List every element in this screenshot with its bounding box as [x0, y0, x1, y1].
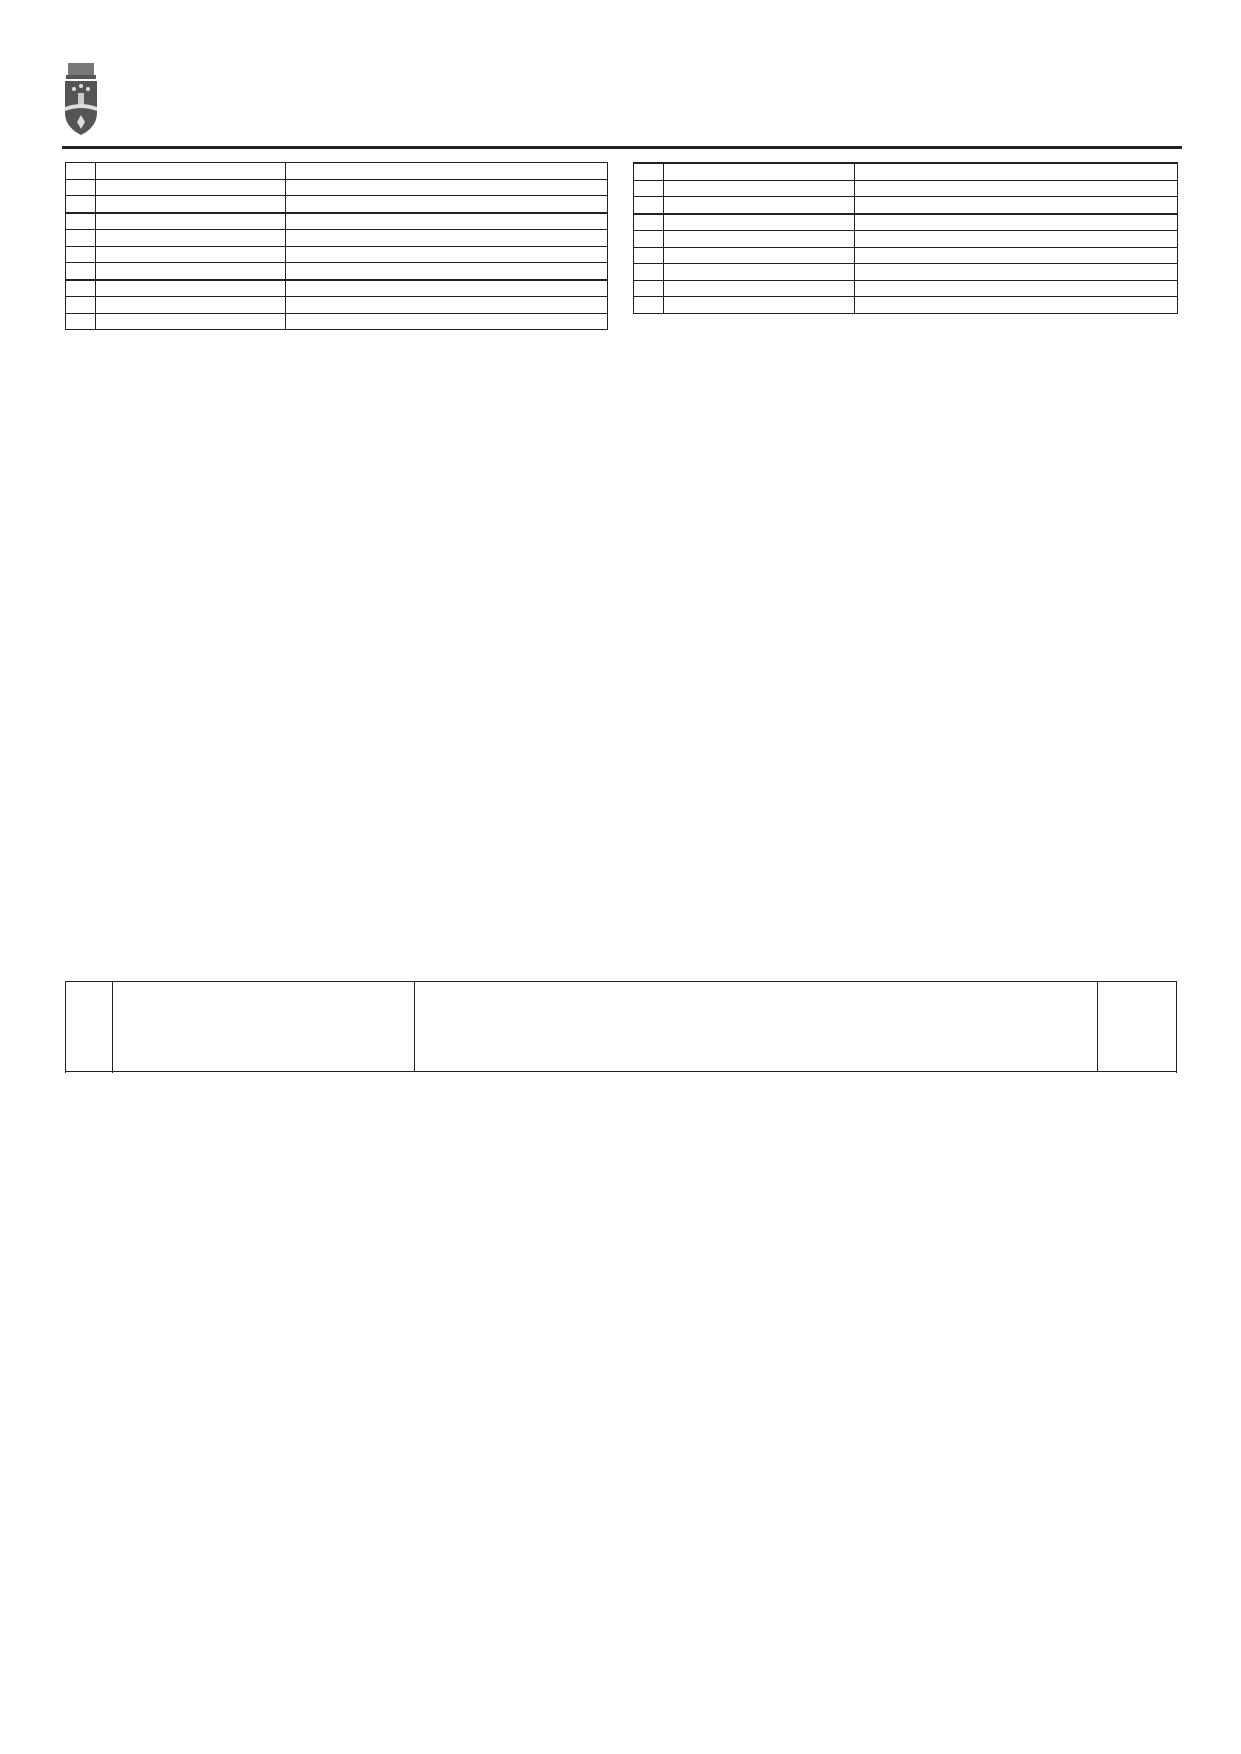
- passport-index-cell: [66, 263, 96, 280]
- passport-row: [634, 280, 1178, 297]
- passport-row: [634, 197, 1178, 214]
- passport-index-cell: [66, 163, 96, 180]
- passport-row: [634, 264, 1178, 281]
- passport-value-cell: [286, 213, 608, 230]
- passport-value-cell: [855, 180, 1178, 197]
- passport-label-cell: [96, 246, 286, 263]
- passport-value-cell: [286, 280, 608, 297]
- passport-value-cell: [286, 313, 608, 330]
- passport-row: [66, 163, 608, 180]
- passport-label-cell: [96, 213, 286, 230]
- passport-row: [66, 230, 608, 247]
- passport-value-cell: [286, 263, 608, 280]
- passport-value-cell: [855, 214, 1178, 231]
- passport-row: [66, 196, 608, 213]
- passport-label-cell: [664, 280, 855, 297]
- header-targets: [1098, 982, 1177, 1072]
- passport-value-cell: [286, 230, 608, 247]
- passport-label-cell: [664, 231, 855, 248]
- passport-label-cell: [664, 197, 855, 214]
- passport-row: [66, 280, 608, 297]
- passport-index-cell: [634, 197, 664, 214]
- header-volumes: [415, 982, 1098, 1072]
- passport-index-cell: [634, 214, 664, 231]
- passport-label-cell: [96, 313, 286, 330]
- passport-table-right: [633, 162, 1178, 314]
- passport-value-cell: [855, 164, 1178, 181]
- passport-index-cell: [634, 280, 664, 297]
- passport-value-cell: [286, 163, 608, 180]
- passport-row: [634, 231, 1178, 248]
- passport-row: [634, 180, 1178, 197]
- header-row-number: [66, 982, 113, 1072]
- passport-value-cell: [855, 231, 1178, 248]
- passport-value-cell: [286, 196, 608, 213]
- passport-index-cell: [634, 297, 664, 314]
- passport-label-cell: [664, 214, 855, 231]
- passport-index-cell: [634, 247, 664, 264]
- passport-value-cell: [855, 264, 1178, 281]
- passport-row: [66, 313, 608, 330]
- passport-value-cell: [286, 179, 608, 196]
- passport-value-cell: [855, 247, 1178, 264]
- passport-label-cell: [96, 280, 286, 297]
- passport-index-cell: [634, 231, 664, 248]
- passport-row: [634, 164, 1178, 181]
- passport-row: [634, 247, 1178, 264]
- passport-index-cell: [66, 246, 96, 263]
- passport-value-cell: [855, 197, 1178, 214]
- passport-value-cell: [855, 297, 1178, 314]
- plan-table: [65, 981, 1177, 1072]
- header-rule: [62, 146, 1182, 149]
- passport-label-cell: [664, 164, 855, 181]
- passport-index-cell: [66, 297, 96, 314]
- passport-value-cell: [855, 280, 1178, 297]
- passport-index-cell: [66, 213, 96, 230]
- newspaper-logo: [62, 61, 292, 139]
- passport-row: [66, 179, 608, 196]
- passport-index-cell: [66, 196, 96, 213]
- passport-table-left: [65, 162, 608, 330]
- passport-row: [634, 214, 1178, 231]
- passport-label-cell: [664, 247, 855, 264]
- masthead: [62, 55, 1182, 147]
- passport-row: [634, 297, 1178, 314]
- passport-index-cell: [634, 180, 664, 197]
- passport-row: [66, 297, 608, 314]
- passport-label-cell: [664, 264, 855, 281]
- passport-label-cell: [96, 230, 286, 247]
- passport-label-cell: [664, 297, 855, 314]
- passport-row: [66, 263, 608, 280]
- passport-value-cell: [286, 297, 608, 314]
- passport-label-cell: [96, 179, 286, 196]
- passport-index-cell: [66, 179, 96, 196]
- passport-label-cell: [664, 180, 855, 197]
- passport-label-cell: [96, 263, 286, 280]
- passport-label-cell: [96, 196, 286, 213]
- passport-index-cell: [66, 230, 96, 247]
- passport-index-cell: [634, 164, 664, 181]
- header-name: [113, 982, 415, 1072]
- passport-value-cell: [286, 246, 608, 263]
- passport-row: [66, 213, 608, 230]
- passport-row: [66, 246, 608, 263]
- passport-label-cell: [96, 163, 286, 180]
- coat-of-arms-icon: [62, 61, 100, 137]
- passport-index-cell: [66, 280, 96, 297]
- passport-index-cell: [634, 264, 664, 281]
- passport-label-cell: [96, 297, 286, 314]
- passport-index-cell: [66, 313, 96, 330]
